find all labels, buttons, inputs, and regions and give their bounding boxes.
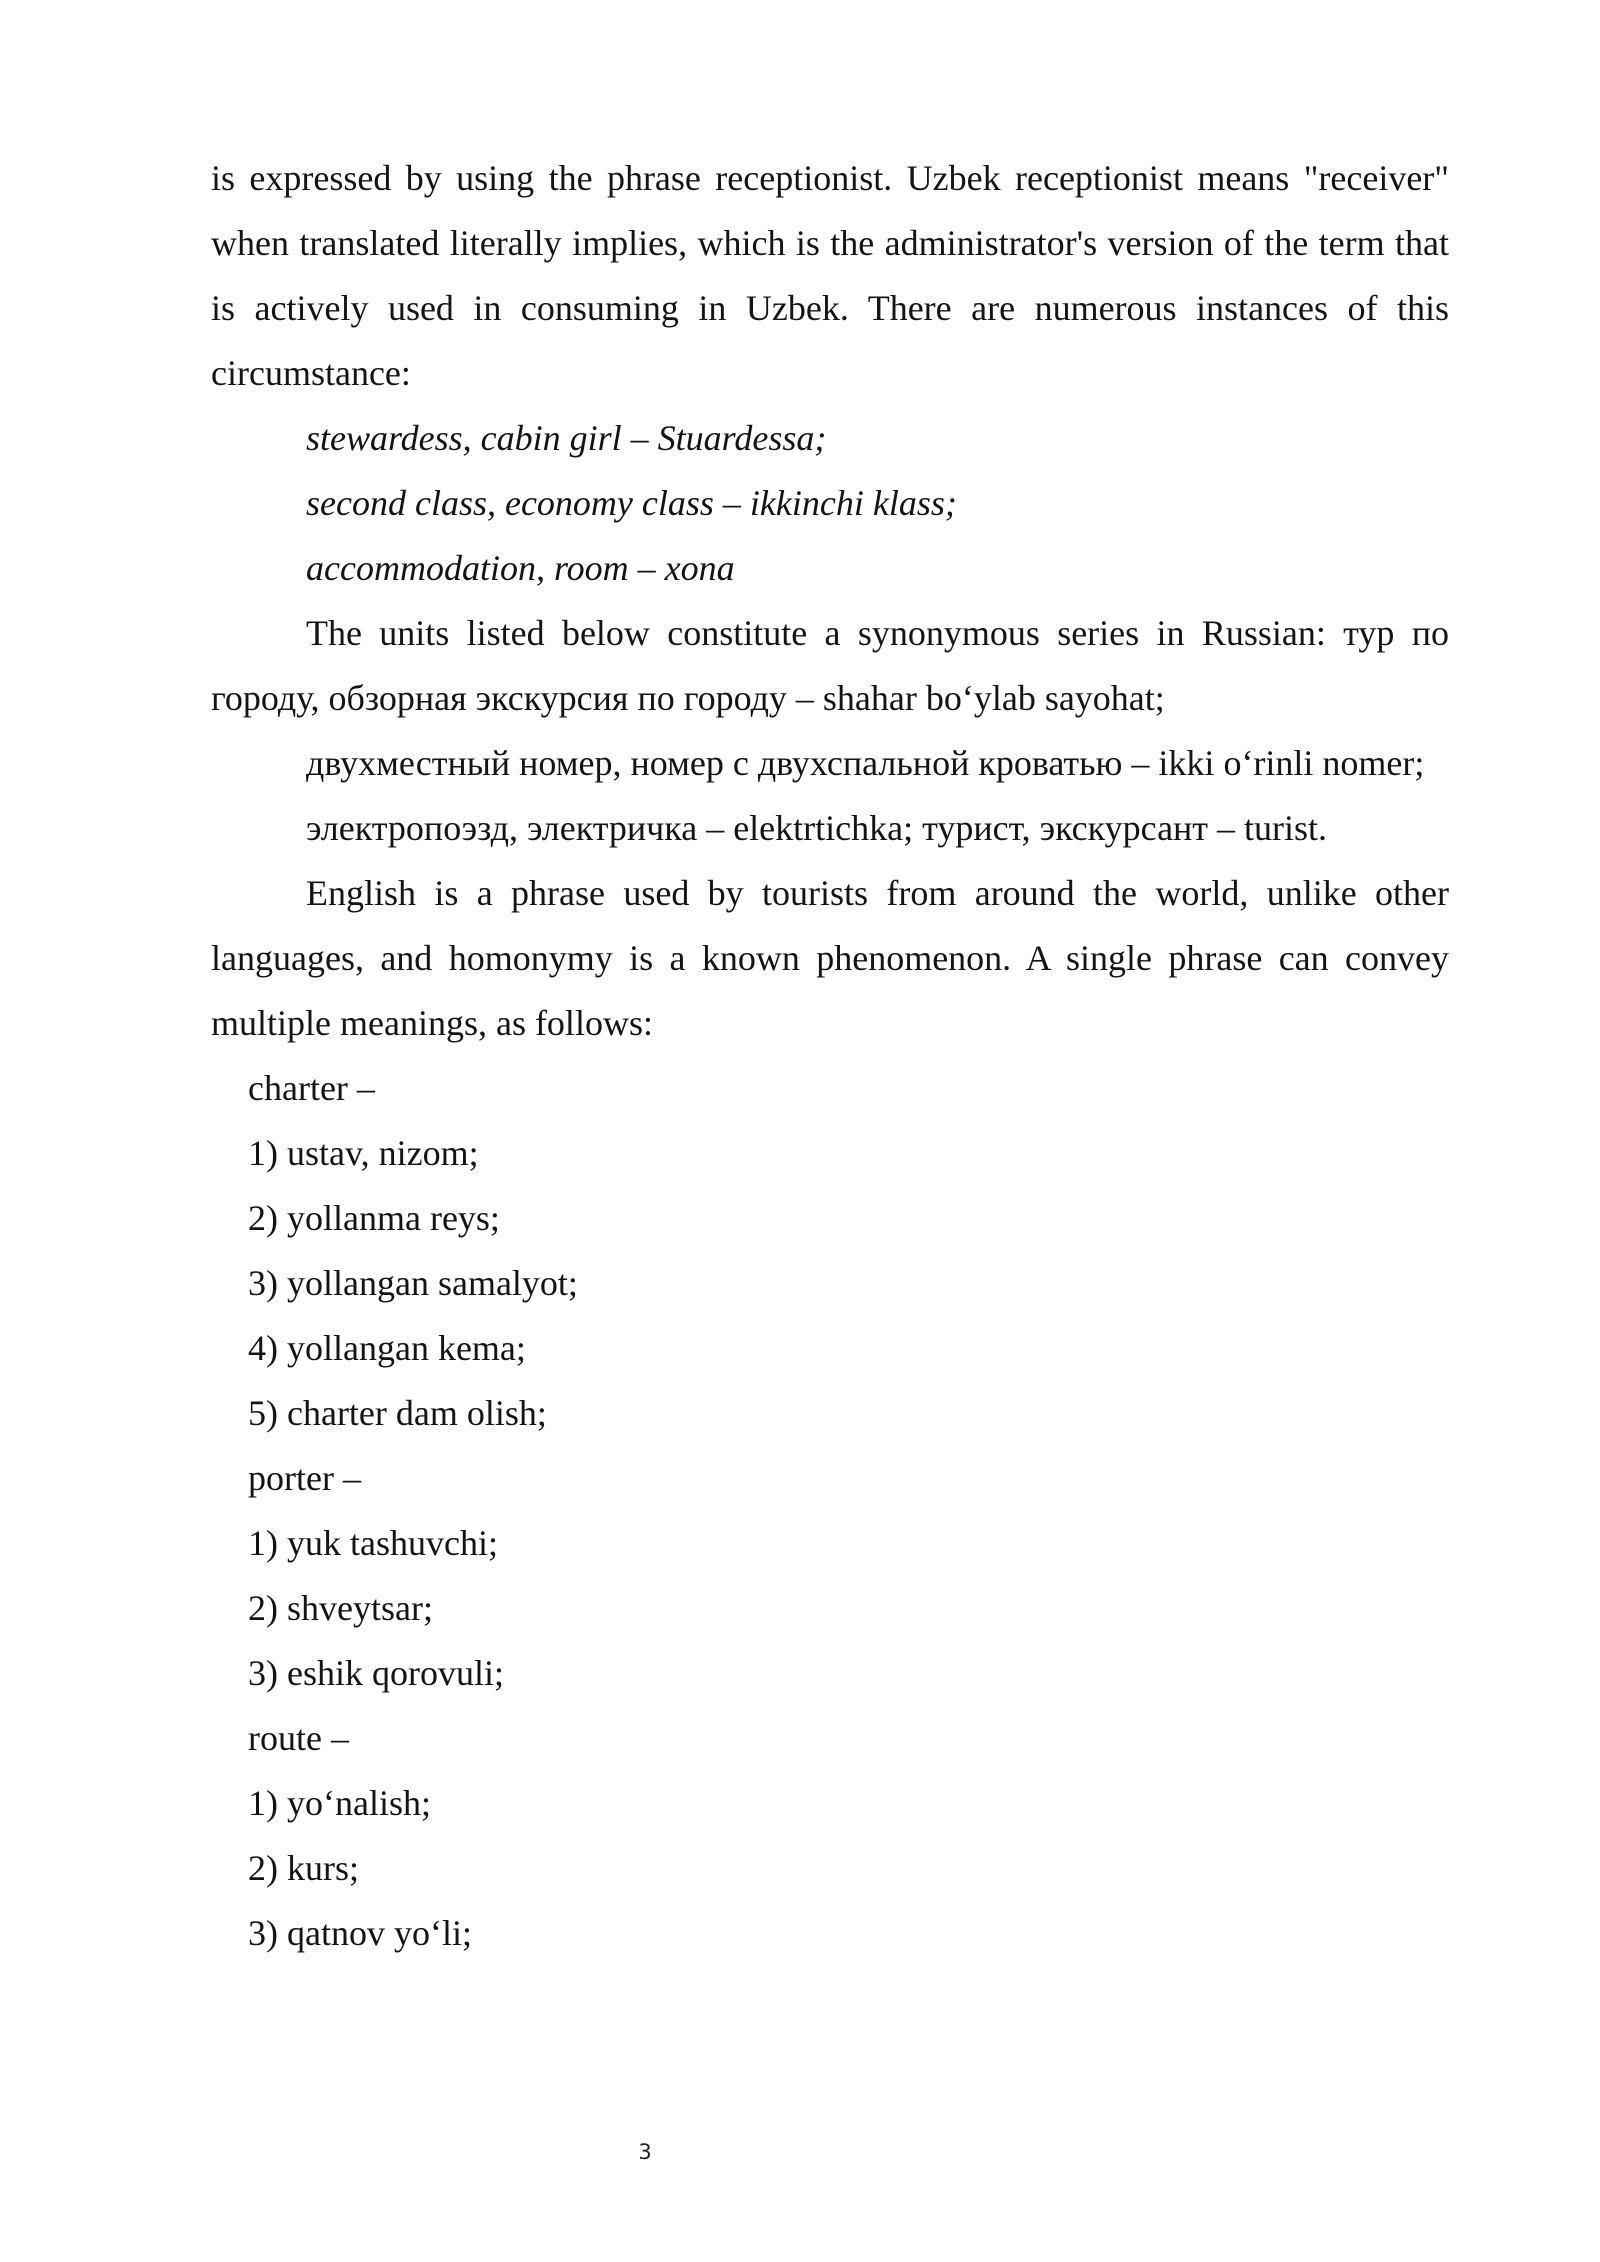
paragraph-synonymous-series: The units listed below constitute a synonymous series in Russian: тур по городу, обзорная экскурсия по городу – shahar bo‘ylab sayohat; — [211, 613, 1449, 718]
paragraph-train-tourist: электропоэзд, электричка – elektrtichka; турист, экскурсант – turist. — [306, 808, 1328, 848]
term-meaning: 2) yollanma reys; — [248, 1198, 500, 1238]
term-meaning: 2) shveytsar; — [248, 1588, 433, 1628]
paragraph-receptionist: is expressed by using the phrase receptionist. Uzbek receptionist means "receiver" when translated literally implies, which is the administrator's version of the term that is actively used in consuming in Uzbek. There are numerous instances of this circumstance: — [211, 158, 1449, 393]
term-heading: charter – — [248, 1068, 375, 1108]
page-number: 3 — [638, 2140, 652, 2164]
term-meaning: 4) yollangan kema; — [248, 1328, 526, 1368]
paragraph-homonymy: English is a phrase used by tourists from around the world, unlike other languages, and homonymy is a known phenomenon. A single phrase can convey multiple meanings, as follows: — [211, 873, 1449, 1043]
term-meaning: 1) yo‘nalish; — [248, 1783, 431, 1823]
body-text — [211, 146, 1449, 1966]
term-meaning: 2) kurs; — [248, 1848, 359, 1888]
example-line: stewardess, cabin girl – Stuardessa; — [306, 418, 827, 458]
example-line: second class, economy class – ikkinchi klass; — [306, 483, 957, 523]
term-meaning: 3) eshik qorovuli; — [248, 1653, 504, 1693]
example-line: accommodation, room – xona — [306, 548, 735, 588]
term-meaning: 5) charter dam olish; — [248, 1393, 547, 1433]
term-meaning: 1) ustav, nizom; — [248, 1133, 479, 1173]
term-meaning: 1) yuk tashuvchi; — [248, 1523, 498, 1563]
term-meaning: 3) qatnov yo‘li; — [248, 1913, 472, 1953]
term-meaning: 3) yollangan samalyot; — [248, 1263, 578, 1303]
term-heading: route – — [248, 1718, 349, 1758]
paragraph-double-room: двухместный номер, номер с двухспальной кроватью – ikki o‘rinli nomer; — [306, 743, 1425, 783]
term-heading: porter – — [248, 1458, 361, 1498]
